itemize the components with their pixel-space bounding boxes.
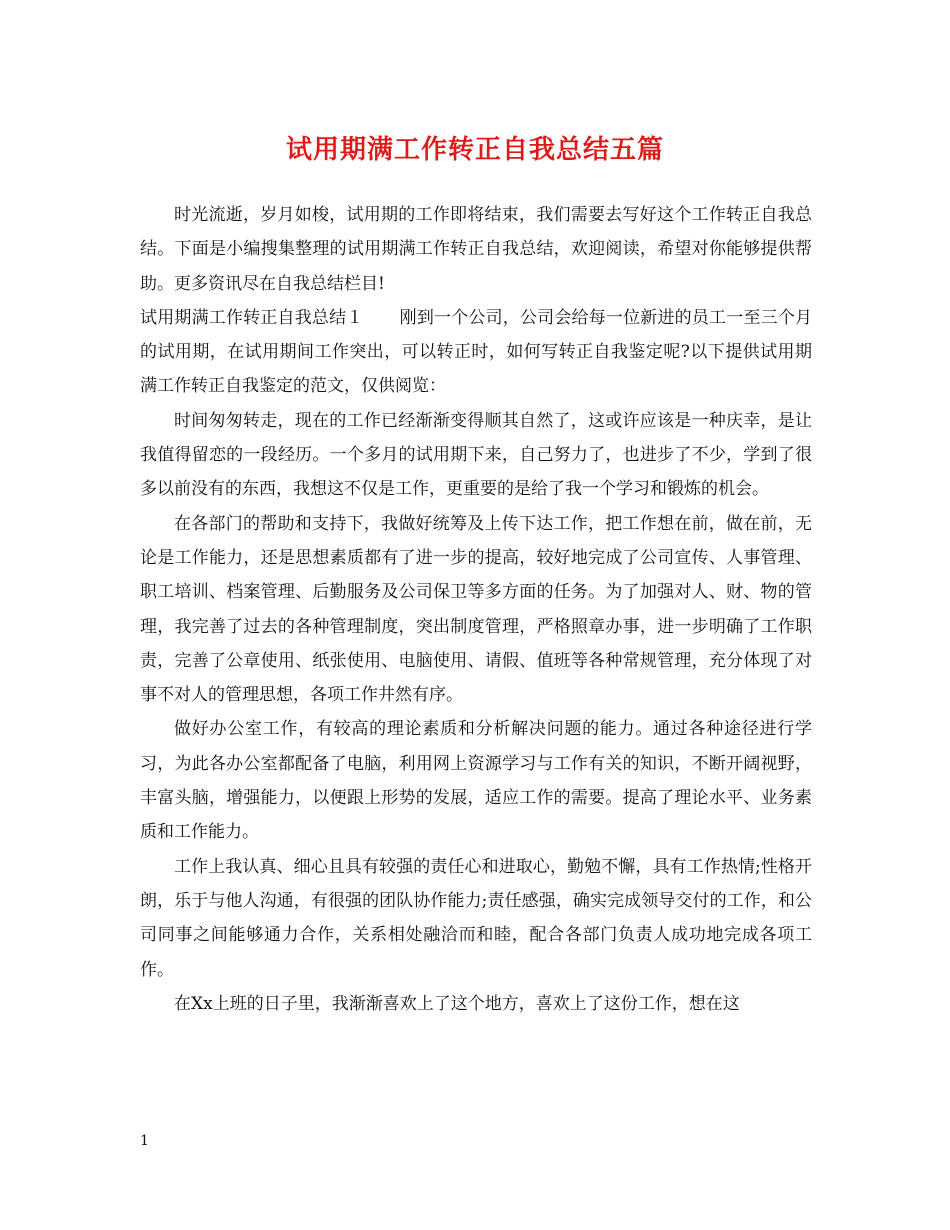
section-intro: 刚到一个公司，公司会给每一位新进的员工一至三个月的试用期，在试用期间工作突出，可以转正时，如何写转正自我鉴定呢?以下提供试用期满工作转正自我鉴定的范文，仅供阅览： (140, 307, 813, 397)
body-paragraph-4: 工作上我认真、细心且具有较强的责任心和进取心，勤勉不懈，具有工作热情;性格开朗，乐于与他人沟通，有很强的团队协作能力;责任感强，确实完成领导交付的工作，和公司同事之间能够通力合作，关系相处融洽而和睦，配合各部门负责人成功地完成各项工作。 (140, 856, 812, 980)
page-number: 1 (140, 1133, 149, 1149)
body-paragraph-3: 做好办公室工作，有较高的理论素质和分析解决问题的能力。通过各种途径进行学习，为此各办公室都配备了电脑，利用网上资源学习与工作有关的知识，不断开阔视野，丰富头脑，增强能力，以便跟上形势的发展，适应工作的需要。提高了理论水平、业务素质和工作能力。 (140, 719, 812, 843)
section-heading: 试用期满工作转正自我总结１ (140, 307, 364, 328)
body-paragraph-5: 在Xx上班的日子里，我渐渐喜欢上了这个地方，喜欢上了这份工作，想在这 (174, 993, 740, 1014)
section-paragraph (140, 301, 812, 404)
document-title: 试用期满工作转正自我总结五篇 (285, 135, 664, 165)
body-paragraph-2: 在各部门的帮助和支持下，我做好统筹及上传下达工作，把工作想在前，做在前，无论是工作能力，还是思想素质都有了进一步的提高，较好地完成了公司宣传、人事管理、职工培训、档案管理、后勤服务及公司保卫等多方面的任务。为了加强对人、财、物的管理，我完善了过去的各种管理制度，突出制度管理，严格照章办事，进一步明确了工作职责，完善了公章使用、纸张使用、电脑使用、请假、值班等各种常规管理，充分体现了对事不对人的管理思想，各项工作井然有序。 (140, 513, 812, 706)
intro-paragraph: 时光流逝，岁月如梭，试用期的工作即将结束，我们需要去写好这个工作转正自我总结。下面是小编搜集整理的试用期满工作转正自我总结，欢迎阅读，希望对你能够提供帮助。更多资讯尽在自我总结栏目! (140, 205, 812, 294)
document-body (140, 198, 812, 1021)
body-paragraph-1: 时间匆匆转走，现在的工作已经渐渐变得顺其自然了，这或许应该是一种庆幸，是让我值得留恋的一段经历。一个多月的试用期下来，自己努力了，也进步了不少，学到了很多以前没有的东西，我想这不仅是工作，更重要的是给了我一个学习和锻炼的机会。 (140, 410, 812, 500)
